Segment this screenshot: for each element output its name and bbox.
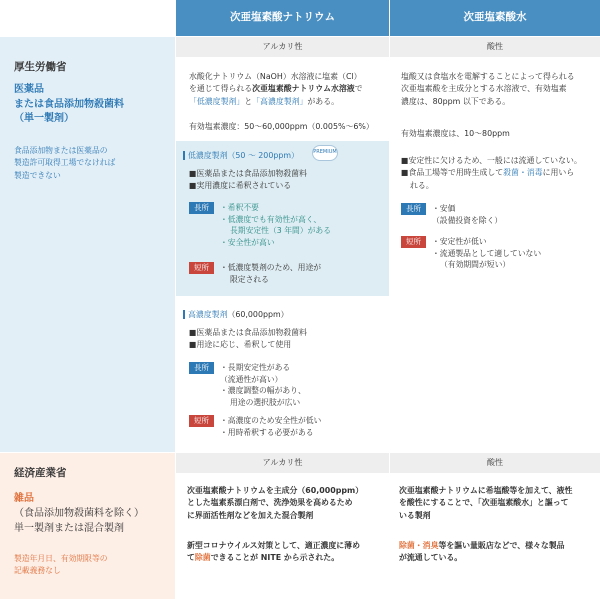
pro-tag: 長所 [189, 202, 214, 214]
desc-text: を通じて得られる [189, 84, 253, 94]
water-item: れる。 [410, 180, 434, 190]
pro-item: ・安全性が高い [220, 238, 275, 248]
desc-line [189, 83, 384, 95]
desc-line: 次亜塩素酸を主成分とする水溶液で、有効塩素 [401, 84, 567, 94]
ph-label-mid-economy: アルカリ性 [176, 453, 389, 473]
item-text: ■食品工場等で用時生成して [401, 168, 504, 178]
high-item: ■医薬品または食品添加物殺菌料 [189, 328, 307, 337]
note-line: 記載義務なし [14, 566, 61, 576]
high-title-suffix: （60,000ppm） [227, 310, 289, 319]
water-description [401, 71, 596, 108]
note-line: 製造許可取得工場でなければ [14, 158, 116, 168]
desc-line: 水酸化ナトリウム（NaOH）水溶液に塩素（Cl） [189, 72, 362, 81]
high-pro-list [220, 362, 306, 409]
desc-text: に希塩酸等を加えて、液性 [477, 486, 573, 495]
desc-line [187, 552, 385, 564]
desc-line: とした塩素系漂白剤で、洗浄効果を高めるため [187, 498, 353, 508]
low-concentration-title [183, 150, 299, 162]
desc-line: 濃度は、80ppm 以下である。 [401, 96, 511, 106]
low-items [189, 168, 307, 193]
economy-water-note [399, 540, 597, 565]
pro-tag: 長所 [189, 362, 214, 374]
desc-line: 塩酸又は食塩水を電解することによって得られる [401, 72, 575, 81]
desc-highlight: 「低濃度製剤」 [189, 96, 245, 106]
ministry-health-name: 厚生労働省 [14, 61, 67, 73]
pro-item: （流通性が高い） [220, 374, 283, 384]
ph-label-right-economy: 酸性 [390, 453, 600, 473]
pro-item: ・長期安定性がある [220, 363, 291, 372]
ministry-economy-note [14, 553, 108, 578]
water-con-list [432, 236, 541, 271]
water-item: ■安定性に欠けるため、一般には流通していない。 [401, 156, 582, 165]
ministry-health-note [14, 145, 115, 182]
header-hypochlorous-water: 次亜塩素酸水 [390, 0, 600, 36]
pro-item: 長期安定性（3 年間）がある [230, 226, 332, 236]
category-line: または食品添加物殺菌料 [14, 98, 124, 110]
desc-highlight: 「高濃度製剤」 [252, 96, 308, 106]
pro-item: ・安価 [432, 204, 456, 213]
desc-bold: 次亜塩素酸ナトリウム水溶液 [252, 84, 355, 94]
category-line: 雑品 [14, 493, 34, 504]
desc-highlight: 除菌 [194, 553, 211, 563]
note-line: 製造年月日、有効期限等の [14, 554, 108, 563]
ministry-economy-category [14, 491, 144, 536]
pro-item: （設備投資を除く） [432, 215, 503, 225]
water-item [401, 167, 597, 179]
desc-text: がある。 [307, 96, 339, 106]
economy-sodium-note [187, 540, 385, 565]
desc-line: に界面活性剤などを加えた混合製剤 [187, 510, 314, 520]
desc-bold: 次亜塩素酸ナトリウム [187, 486, 266, 495]
sodium-description [189, 71, 384, 108]
ministry-health-category [14, 83, 124, 127]
con-tag: 短所 [189, 262, 214, 274]
low-pros [189, 202, 331, 249]
con-tag: 短所 [401, 236, 426, 248]
ph-label-mid-health: アルカリ性 [176, 37, 389, 57]
low-cons [189, 262, 321, 285]
con-item: ・安定性が低い [432, 237, 487, 246]
note-line: 製造できない [14, 170, 61, 180]
high-cons [189, 415, 321, 438]
low-title-text: 低濃度製剤（50 ～ 200ppm） [183, 151, 299, 160]
premium-badge-icon [312, 145, 338, 161]
desc-highlight: 除菌・消臭 [399, 541, 439, 550]
con-item: ・流通製品として適していない [432, 248, 542, 258]
con-item: 限定される [230, 274, 269, 284]
desc-text: て [187, 553, 195, 563]
water-items [401, 155, 597, 192]
badge-text: PREMIUM [313, 149, 337, 156]
con-item: ・高濃度のため安全性が低い [220, 416, 322, 425]
desc-text: と [244, 96, 253, 106]
water-concentration: 有効塩素濃度は、10～80ppm [401, 129, 510, 138]
ministry-economy-name: 経済産業省 [14, 467, 67, 479]
desc-line: が流通している。 [399, 553, 463, 563]
high-con-list [220, 415, 321, 438]
pro-item: ・濃度調整の幅があり、 [220, 386, 306, 396]
header-sodium-hypochlorite: 次亜塩素酸ナトリウム [176, 0, 389, 36]
low-pro-list [220, 202, 331, 249]
item-text: に用いら [542, 168, 575, 178]
desc-line [399, 540, 597, 552]
water-pros [401, 203, 502, 226]
con-tag: 短所 [189, 415, 214, 427]
desc-text: で [354, 84, 363, 94]
economy-water-desc [399, 485, 597, 522]
high-title-text: 高濃度製剤 [183, 310, 227, 319]
desc-text: 等を謳い量販店などで、様々な製品 [438, 541, 565, 550]
category-line: 単一製剤または混合製剤 [14, 523, 124, 534]
high-pros [189, 362, 306, 409]
high-concentration-title [183, 309, 289, 321]
desc-line [399, 485, 597, 497]
desc-bold: を主成分（60,000ppm） [265, 486, 364, 495]
water-pro-list [432, 203, 502, 226]
pro-item: ・希釈不要 [220, 203, 259, 212]
category-line: 医薬品 [14, 84, 44, 95]
category-line: （単一製剤） [14, 113, 74, 124]
ph-label-right-health: 酸性 [390, 37, 600, 57]
desc-line [187, 485, 385, 497]
item-highlight: 殺菌・消毒 [503, 168, 543, 178]
water-cons [401, 236, 541, 271]
pro-tag: 長所 [401, 203, 426, 215]
high-items [189, 327, 307, 352]
low-item: ■医薬品または食品添加物殺菌料 [189, 169, 307, 178]
category-line: （食品添加物殺菌料を除く） [14, 508, 144, 519]
desc-text: 次亜塩素酸ナトリウム [399, 486, 478, 495]
desc-line: 新型コロナウイルス対策として、適正濃度に薄め [187, 541, 360, 550]
pro-item: ・低濃度でも有効性が高く、 [220, 214, 322, 224]
low-item: ■実用濃度に希釈されている [189, 181, 292, 191]
desc-line: いる製剤 [399, 510, 431, 520]
economy-sodium-desc [187, 485, 385, 522]
desc-line [189, 96, 384, 108]
con-item: ・低濃度製剤のため、用途が [220, 263, 322, 272]
note-line: 食品添加物または医薬品の [14, 146, 108, 155]
con-item: （有効期間が短い） [440, 260, 511, 270]
high-item: ■用途に応じ、希釈して使用 [189, 340, 292, 350]
low-con-list [220, 262, 321, 285]
con-item: ・用時希釈する必要がある [220, 427, 314, 437]
desc-text: できることが NITE から示された。 [210, 553, 340, 563]
desc-line: を酸性にすることで、「次亜塩素酸水」と謳って [399, 498, 569, 508]
sodium-concentration: 有効塩素濃度：50～60,000ppm（0.005%～6%） [189, 122, 374, 131]
pro-item: 用途の選択肢が広い [230, 398, 301, 408]
